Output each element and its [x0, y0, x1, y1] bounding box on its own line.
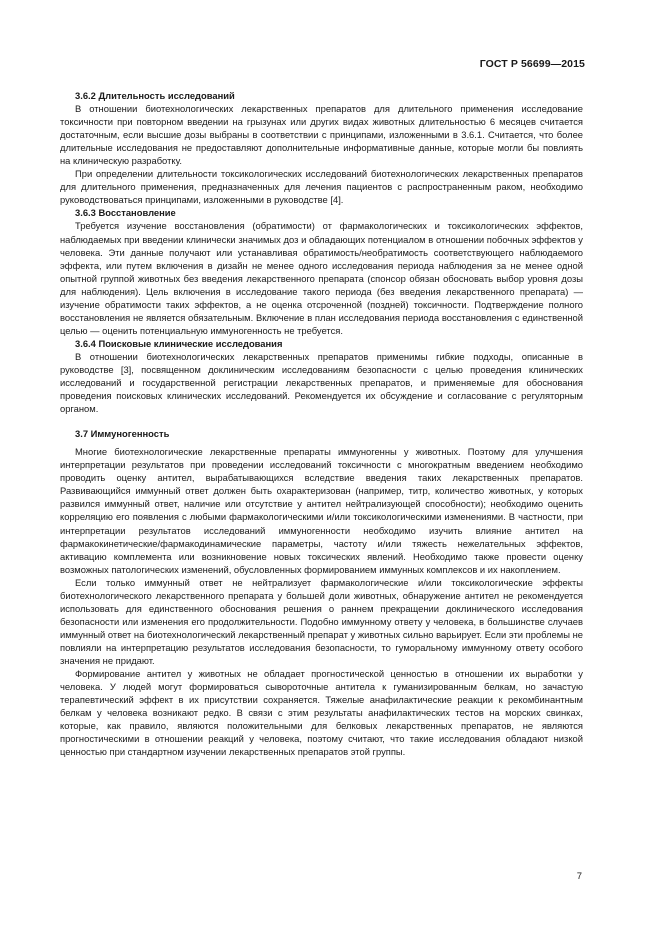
section-heading-3-6-3: 3.6.3 Восстановление	[75, 207, 176, 219]
paragraph: В отношении биотехнологических лекарственных препаратов для длительного применения исследование токсичности при повторном введении на грызунах или других видах животных длительностью 6 месяцев считается достаточным, если высшие дозы выбраны в соответствии с принципами, изложенными в 3.6.1. Считается, что более длительные исследования не предоставляют дополнительные информативные данные, которые могли бы повлиять на клиническую разработку.	[60, 103, 583, 167]
paragraph: Формирование антител у животных не обладает прогностической ценностью в отношении их выработки у человека. У людей могут формироваться сывороточные антитела к гуманизированным белкам, но зачастую терапевтический эффект в их присутствии сохраняется. Тяжелые анафилактические реакции к рекомбинантным белкам у человека возникают редко. В связи с этим результаты анафилактических тестов на морских свинках, которые, как правило, являются положительными для белковых лекарственных препаратов, не являются прогностическими в отношении реакций у человека, поэтому считают, что такие исследования обладают низкой ценностью при стандартном изучении лекарственных препаратов этой группы.	[60, 668, 583, 758]
page-number: 7	[576, 871, 582, 882]
section-heading-3-6-2: 3.6.2 Длительность исследований	[75, 90, 235, 101]
paragraph: Требуется изучение восстановления (обратимости) от фармакологических и токсикологических эффектов, наблюдаемых при введении клинически значимых доз и обладающих потенциалом в отношении побочных эффектов у человека. Эти данные получают или устанавливая обратимость/необратимость соответствующего наблюдаемого эффекта, или путем включения в дизайн не менее одного исследования периода наблюдения за не менее одной опытной группой животных без введения лекарственного препарата (спонсор обязан обосновать выбор уровня дозы для наблюдения). Цель включения в исследование такого периода (без введения лекарственного препарата) — изучение обратимости таких эффектов, а не оценка отсроченной (поздней) токсичности. Подтверждение полного восстановления не является обязательным. Включение в план исследования периода восстановления с единственной целью — оценить потенциальную иммуногенность не требуется.	[60, 220, 583, 336]
paragraph: При определении длительности токсикологических исследований биотехнологических лекарственных препаратов для длительного применения, предназначенных для лечения пациентов с распространенным раком, необходимо руководствоваться принципами, изложенными в руководстве [4].	[60, 168, 583, 206]
paragraph: Многие биотехнологические лекарственные препараты иммуногенны у животных. Поэтому для улучшения интерпретации результатов при проведении исследований токсичности с многократным введением необходимо проводить оценку антител, вырабатывающихся вследствие введения таких лекарственных препаратов. Развивающийся иммунный ответ должен быть охарактеризован (например, титр, количество животных, у которых развился иммунный ответ, наличие или отсутствие у антител нейтрализующей способности); необходимо оценить корреляцию его появления с любыми фармакологическими и/или токсикологическими изменениями. В частности, при интерпретации результатов исследований иммуногенности необходимо изучить влияние антител на фармакокинетические/фармакодинамические параметры, частоту и/или тяжесть нежелательных эффектов, активацию комплемента или возникновение новых токсических явлений. Необходимо также провести оценку возможных патологических изменений, обусловленных формированием иммунных комплексов и их накоплением.	[60, 446, 583, 575]
section-heading-3-6-4: 3.6.4 Поисковые клинические исследования	[75, 337, 283, 349]
paragraph: Если только иммунный ответ не нейтрализует фармакологические и/или токсикологические эффекты биотехнологического лекарственного препарата у большей доли животных, обнаружение антител не рекомендуется использовать для единственного обоснования решения о раннем прекращении доклинического исследования безопасности или изменения его продолжительности. Подобно иммунному ответу у человека, в большинстве случаев иммунный ответ на биотехнологический лекарственный препарат у животных сильно варьирует. Если эти проблемы не повлияли на интерпретацию результатов исследования безопасности, то гуморальному иммунному ответу особого значения не придают.	[60, 576, 583, 666]
section-heading-3-7: 3.7 Иммуногенность	[75, 428, 170, 440]
document-body	[60, 89, 583, 758]
paragraph: В отношении биотехнологических лекарственных препаратов применимы гибкие подходы, описанные в руководстве [3], посвященном доклиническим исследованиям безопасности с целью проведения клинических исследований и государственной регистрации лекарственных препаратов, и применяемые для обоснования проведения поисковых клинических исследований. Рекомендуется их обсуждение и согласование с регуляторным органом.	[60, 350, 583, 415]
standard-header: ГОСТ Р 56699—2015	[479, 58, 585, 70]
